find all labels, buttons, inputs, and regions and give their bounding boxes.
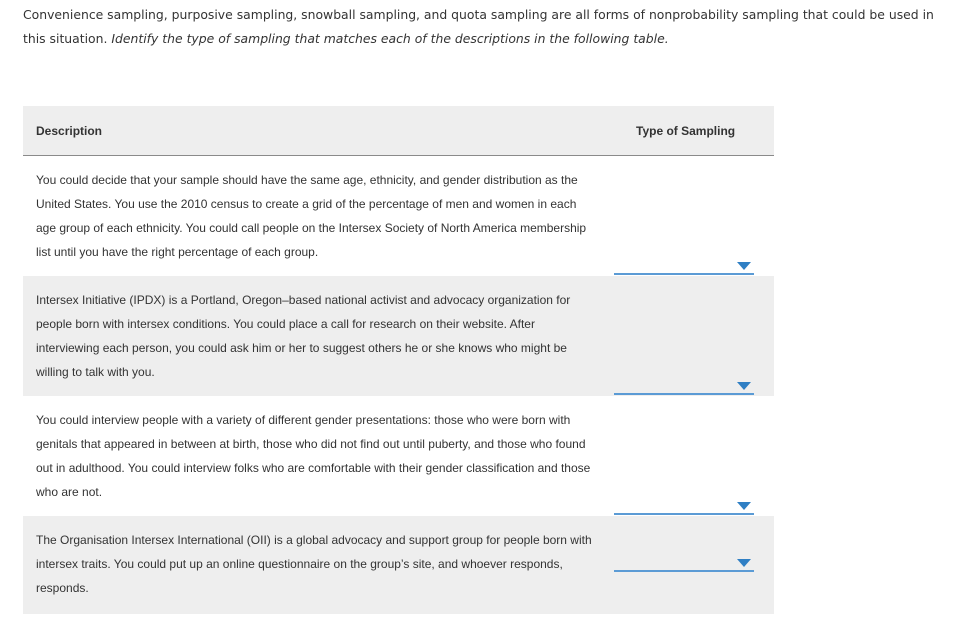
intro-text: Convenience sampling, purposive sampling, snowball sampling, and quota sampling are all forms of nonprobability sampling that could be used in this situation. [23, 7, 934, 46]
table-row [23, 276, 774, 396]
table-row [23, 156, 774, 276]
intro-instruction: Identify the type of sampling that matches each of the descriptions in the following table. [111, 31, 669, 46]
row-description: You could decide that your sample should have the same age, ethnicity, and gender distribution as the United States. You use the 2010 census to create a grid of the percentage of men and women in each age group of each ethnicity. You could call people on the Intersex Society of North America membership list until you have the right percentage of each group. [36, 173, 587, 259]
row-description: The Organisation Intersex International (OII) is a global advocacy and support group for people born with intersex traits. You could put up an online questionnaire on the group’s site, and whoever responds, responds. [36, 533, 592, 595]
matching-table [23, 106, 774, 614]
chevron-down-icon [737, 502, 751, 510]
table-header [23, 106, 774, 156]
row-description: You could interview people with a variety of different gender presentations: those who were born with genitals that appeared in between at birth, those who did not find out until puberty, and those who found out in adulthood. You could interview folks who are comfortable with their gender classification and those who are not. [36, 413, 591, 499]
chevron-down-icon [737, 262, 751, 270]
table-row [23, 396, 774, 516]
chevron-down-icon [737, 559, 751, 567]
sampling-type-dropdown[interactable] [614, 375, 754, 395]
sampling-type-dropdown[interactable] [614, 255, 754, 275]
chevron-down-icon [737, 382, 751, 390]
instructions-paragraph [23, 3, 943, 51]
sampling-type-dropdown[interactable] [614, 552, 754, 572]
row-description: Intersex Initiative (IPDX) is a Portland, Oregon–based national activist and advocacy organization for people born with intersex conditions. You could place a call for research on their website. After interviewing each person, you could ask him or her to suggest others he or she knows who might be willing to talk with you. [36, 293, 571, 379]
sampling-type-dropdown[interactable] [614, 495, 754, 515]
header-description: Description [36, 124, 103, 138]
header-type-of-sampling: Type of Sampling [636, 124, 736, 138]
table-row [23, 516, 774, 614]
